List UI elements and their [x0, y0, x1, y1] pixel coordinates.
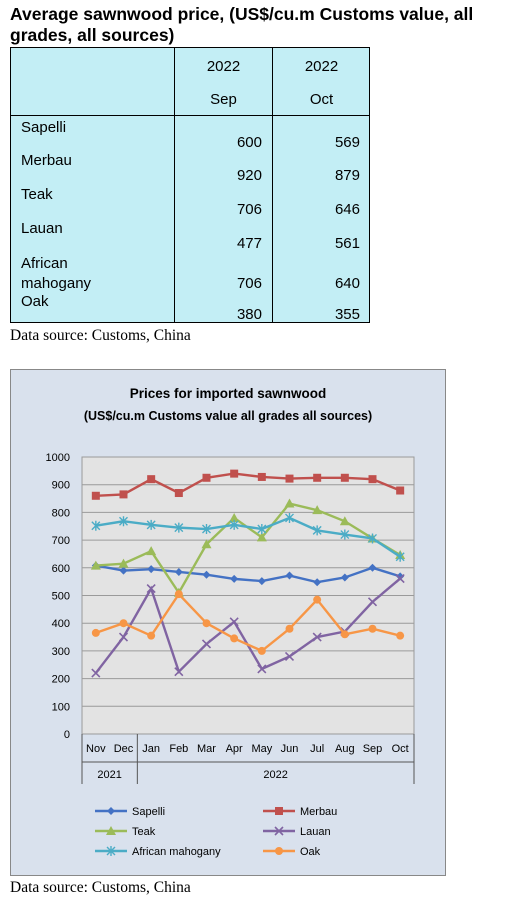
- y-tick-label: 1000: [45, 452, 70, 464]
- y-tick-label: 700: [51, 535, 70, 548]
- legend-label: Teak: [132, 826, 156, 838]
- row-oct-value: 640: [334, 275, 360, 292]
- data-point: [313, 596, 321, 604]
- data-point: [175, 489, 183, 497]
- x-tick-label: Jan: [142, 743, 161, 755]
- row-name: Sapelli: [21, 119, 67, 136]
- y-tick-label: 900: [51, 479, 70, 492]
- legend-label: Oak: [300, 846, 321, 858]
- row-oct-value: 879: [334, 167, 360, 184]
- row-oct-value: 561: [334, 235, 360, 252]
- row-name: African mahogany: [21, 255, 92, 292]
- price-line-chart: [11, 370, 445, 875]
- legend-label: Merbau: [300, 806, 338, 818]
- y-tick-label: 100: [51, 701, 70, 714]
- row-sep-value: 600: [236, 134, 262, 151]
- col-year-sep: 2022: [206, 58, 241, 75]
- data-point: [286, 475, 294, 483]
- row-name: Merbau: [21, 152, 72, 169]
- price-table: [10, 47, 370, 323]
- x-tick-label: Nov: [86, 743, 106, 755]
- data-point: [286, 625, 294, 633]
- chart-frame: [10, 369, 446, 876]
- chart-data-source-note: Data source: Customs, China: [10, 879, 191, 896]
- x-tick-label: Apr: [225, 743, 243, 755]
- y-tick-label: 600: [51, 562, 70, 575]
- data-point: [147, 475, 155, 483]
- data-source-note: Data source: Customs, China: [10, 327, 191, 344]
- y-tick-label: 400: [51, 618, 70, 631]
- data-point: [313, 474, 321, 482]
- data-point: [230, 470, 238, 478]
- x-tick-label: Sep: [362, 743, 383, 755]
- data-point: [230, 634, 238, 642]
- data-point: [175, 590, 183, 598]
- row-sep-value: 920: [236, 167, 262, 184]
- col-year-oct: 2022: [304, 58, 339, 75]
- table-header-rule: [11, 115, 369, 116]
- legend-label: Lauan: [300, 826, 331, 838]
- row-name: Teak: [21, 186, 53, 203]
- row-sep-value: 706: [236, 201, 262, 218]
- data-point: [369, 475, 377, 483]
- row-sep-value: 380: [236, 306, 262, 323]
- data-point: [275, 847, 283, 855]
- legend-label: Sapelli: [132, 806, 166, 818]
- chart-subtitle: (US$/cu.m Customs value all grades all sources): [83, 409, 373, 423]
- y-tick-label: 800: [51, 507, 70, 520]
- data-point: [258, 473, 266, 481]
- y-tick-label: 200: [51, 673, 70, 686]
- table-title: Average sawnwood price, (US$/cu.m Customs value, all grades, all sources): [10, 4, 474, 45]
- data-point: [147, 632, 155, 640]
- row-sep-value: 706: [236, 275, 262, 292]
- x-tick-label: Feb: [169, 743, 189, 755]
- row-oct-value: 569: [334, 134, 360, 151]
- x-group-label: 2021: [97, 769, 122, 781]
- x-tick-label: May: [251, 743, 273, 755]
- data-point: [275, 807, 283, 815]
- data-point: [341, 474, 349, 482]
- x-tick-label: Jul: [310, 743, 325, 755]
- data-point: [120, 490, 128, 498]
- x-tick-label: Mar: [197, 743, 216, 755]
- row-oct-value: 355: [334, 306, 360, 323]
- row-sep-value: 477: [236, 235, 262, 252]
- row-name: Lauan: [21, 220, 63, 237]
- x-tick-label: Jun: [280, 743, 299, 755]
- data-point: [120, 619, 128, 627]
- x-tick-label: Dec: [113, 743, 134, 755]
- data-point: [396, 487, 404, 495]
- data-point: [92, 629, 100, 637]
- data-point: [396, 632, 404, 640]
- x-tick-label: Oct: [391, 743, 409, 755]
- data-point: [92, 492, 100, 500]
- x-group-label: 2022: [263, 769, 288, 781]
- row-name: Oak: [21, 293, 49, 310]
- y-tick-label: 300: [51, 645, 70, 658]
- data-point: [341, 630, 349, 638]
- chart-title: Prices for imported sawnwood: [129, 386, 327, 401]
- y-tick-label: 500: [51, 590, 70, 603]
- data-point: [203, 474, 211, 482]
- legend-label: African mahogany: [132, 846, 221, 858]
- data-point: [203, 619, 211, 627]
- col-month-sep: Sep: [210, 91, 237, 108]
- x-tick-label: Aug: [335, 743, 355, 755]
- col-month-oct: Oct: [309, 91, 334, 108]
- row-oct-value: 646: [334, 201, 360, 218]
- data-point: [258, 647, 266, 655]
- y-tick-label: 0: [63, 729, 70, 741]
- data-point: [369, 625, 377, 633]
